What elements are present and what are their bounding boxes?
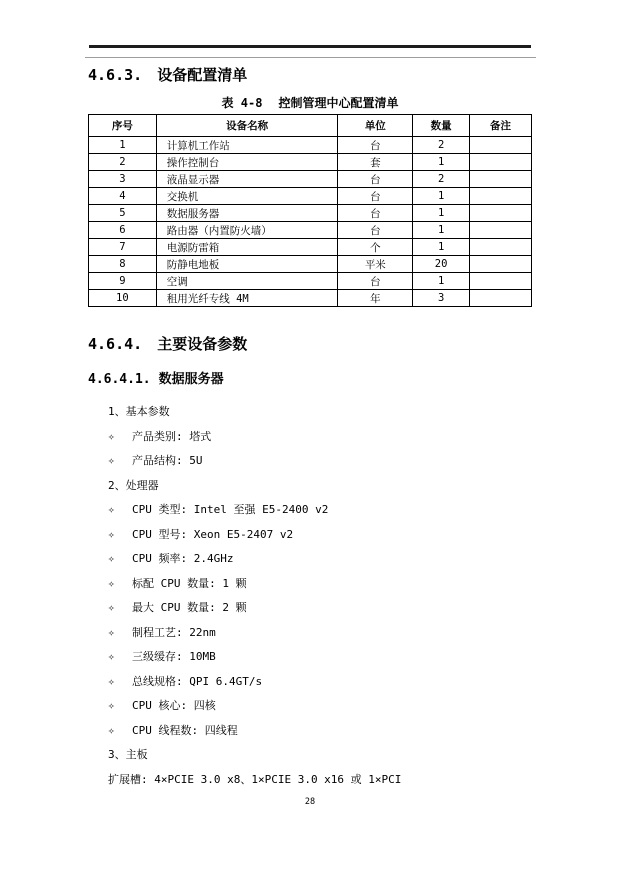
diamond-bullet-icon: ✧ (108, 650, 115, 663)
cell-name: 液晶显示器 (156, 171, 338, 188)
cell-no: 1 (89, 137, 157, 154)
spec-text: 总线规格: QPI 6.4GT/s (132, 674, 263, 688)
cell-unit: 年 (338, 290, 413, 307)
cell-note (469, 222, 531, 239)
cell-qty: 1 (413, 222, 470, 239)
diamond-bullet-icon: ✧ (108, 723, 115, 737)
spec-text: 产品结构: 5U (132, 454, 203, 467)
cell-unit: 个 (338, 239, 413, 256)
table-row (89, 290, 532, 307)
cell-no: 4 (89, 188, 157, 205)
spec-line (88, 596, 532, 621)
diamond-bullet-icon: ✧ (108, 552, 115, 565)
section-number: 4.6.4. (88, 335, 143, 353)
cell-name: 电源防雷箱 (156, 239, 338, 256)
table-row (89, 239, 532, 256)
cell-unit: 台 (338, 137, 413, 154)
cell-qty: 1 (413, 188, 470, 205)
diamond-bullet-icon: ✧ (108, 429, 115, 443)
cell-no: 7 (89, 239, 157, 256)
table-row (89, 256, 532, 273)
cell-qty: 1 (413, 205, 470, 222)
section-heading-4641 (88, 372, 532, 388)
section-number: 4.6.4.1. (88, 372, 151, 387)
table-row (89, 222, 532, 239)
cell-name: 数据服务器 (156, 205, 338, 222)
cell-unit: 台 (338, 222, 413, 239)
spec-line (88, 425, 532, 450)
section-title: 数据服务器 (158, 372, 224, 387)
column-header-name: 设备名称 (156, 115, 338, 137)
table-row (89, 154, 532, 171)
cell-note (469, 290, 531, 307)
table-caption (88, 96, 532, 110)
equipment-table (88, 114, 532, 307)
spec-text: 最大 CPU 数量: 2 颗 (132, 601, 247, 614)
diamond-bullet-icon: ✧ (108, 527, 115, 541)
section-title: 主要设备参数 (157, 335, 248, 353)
table-body (89, 137, 532, 307)
table-caption-title: 控制管理中心配置清单 (278, 96, 399, 110)
spec-line (88, 670, 532, 695)
table-row (89, 205, 532, 222)
section-heading-463 (88, 66, 532, 84)
spec-line (88, 719, 532, 744)
column-header-note: 备注 (469, 115, 531, 137)
spec-text: 制程工艺: 22nm (132, 625, 216, 639)
spec-line (88, 768, 532, 793)
spec-text: 1、基本参数 (108, 405, 170, 418)
cell-unit: 台 (338, 205, 413, 222)
diamond-bullet-icon: ✧ (108, 576, 115, 590)
diamond-bullet-icon: ✧ (108, 625, 115, 639)
cell-qty: 3 (413, 290, 470, 307)
cell-qty: 2 (413, 171, 470, 188)
spec-line (88, 449, 532, 474)
cell-qty: 1 (413, 273, 470, 290)
spec-text: 三级缓存: 10MB (132, 650, 216, 663)
section-number: 4.6.3. (88, 66, 143, 84)
cell-unit: 台 (338, 273, 413, 290)
cell-unit: 套 (338, 154, 413, 171)
cell-note (469, 205, 531, 222)
spec-line (88, 498, 532, 523)
page-number: 28 (304, 797, 316, 807)
cell-note (469, 256, 531, 273)
cell-qty: 20 (413, 256, 470, 273)
cell-unit: 台 (338, 188, 413, 205)
cell-no: 6 (89, 222, 157, 239)
cell-name: 防静电地板 (156, 256, 338, 273)
cell-note (469, 154, 531, 171)
spec-text: 扩展槽: 4×PCIE 3.0 x8、1×PCIE 3.0 x16 或 1×PCI (108, 772, 402, 786)
table-caption-label: 表 4-8 (221, 96, 263, 110)
diamond-bullet-icon: ✧ (108, 674, 115, 688)
diamond-bullet-icon: ✧ (108, 601, 115, 614)
cell-name: 路由器（内置防火墙） (156, 222, 338, 239)
spec-line (88, 400, 532, 425)
cell-qty: 1 (413, 239, 470, 256)
header-rule-thin (85, 57, 536, 58)
cell-no: 5 (89, 205, 157, 222)
spec-text: 2、处理器 (108, 478, 159, 492)
cell-name: 操作控制台 (156, 154, 338, 171)
cell-unit: 台 (338, 171, 413, 188)
section-heading-464 (88, 335, 532, 353)
cell-name: 空调 (156, 273, 338, 290)
table-row (89, 188, 532, 205)
spec-line (88, 694, 532, 719)
cell-no: 9 (89, 273, 157, 290)
cell-no: 8 (89, 256, 157, 273)
cell-no: 3 (89, 171, 157, 188)
spec-line (88, 523, 532, 548)
spec-text: 产品类别: 塔式 (132, 429, 212, 443)
spec-text: 3、主板 (108, 748, 148, 761)
spec-text: CPU 型号: Xeon E5-2407 v2 (132, 527, 294, 541)
cell-note (469, 188, 531, 205)
cell-name: 租用光纤专线 4M (156, 290, 338, 307)
spec-text: CPU 核心: 四核 (132, 699, 216, 712)
spec-line (88, 743, 532, 768)
table-row (89, 273, 532, 290)
spec-text: CPU 类型: Intel 至强 E5-2400 v2 (132, 503, 329, 516)
cell-no: 2 (89, 154, 157, 171)
spec-text: CPU 线程数: 四线程 (132, 723, 238, 737)
header-rule-thick (89, 45, 531, 48)
cell-note (469, 171, 531, 188)
spec-list (88, 400, 532, 792)
column-header-unit: 单位 (338, 115, 413, 137)
spec-line (88, 621, 532, 646)
column-header-qty: 数量 (413, 115, 470, 137)
cell-no: 10 (89, 290, 157, 307)
table-row (89, 137, 532, 154)
cell-unit: 平米 (338, 256, 413, 273)
diamond-bullet-icon: ✧ (108, 699, 115, 712)
diamond-bullet-icon: ✧ (108, 503, 115, 516)
spec-text: CPU 频率: 2.4GHz (132, 552, 234, 565)
table-row (89, 171, 532, 188)
section-title: 设备配置清单 (157, 66, 248, 84)
table-header-row (89, 115, 532, 137)
cell-note (469, 137, 531, 154)
spec-line (88, 572, 532, 597)
spec-line (88, 474, 532, 499)
cell-note (469, 239, 531, 256)
spec-text: 标配 CPU 数量: 1 颗 (132, 576, 247, 590)
cell-note (469, 273, 531, 290)
spec-line (88, 645, 532, 670)
spec-line (88, 547, 532, 572)
cell-name: 计算机工作站 (156, 137, 338, 154)
column-header-no: 序号 (89, 115, 157, 137)
cell-qty: 2 (413, 137, 470, 154)
diamond-bullet-icon: ✧ (108, 454, 115, 467)
cell-qty: 1 (413, 154, 470, 171)
cell-name: 交换机 (156, 188, 338, 205)
